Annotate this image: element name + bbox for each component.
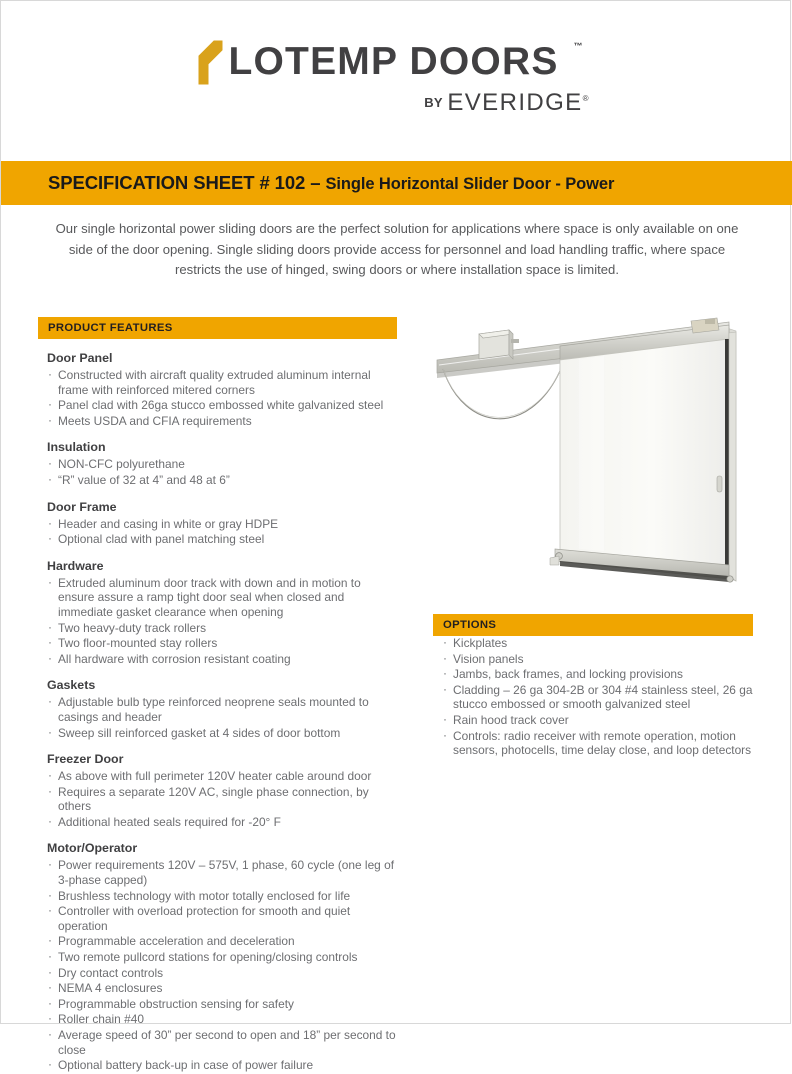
bullet-icon: · (48, 1057, 52, 1072)
bullet-icon: · (48, 1011, 52, 1026)
bullet-icon: · (48, 515, 52, 530)
list-item-text: Vision panels (453, 651, 524, 666)
feature-list-item (47, 950, 397, 965)
feature-list (38, 457, 397, 487)
list-item-text: As above with full perimeter 120V heater cable around door (58, 769, 372, 784)
list-item-text: Optional clad with panel matching steel (58, 532, 265, 547)
feature-list-item (47, 889, 397, 904)
logo-trademark-symbol: ™ (573, 41, 583, 51)
list-item-text: Two floor-mounted stay rollers (58, 636, 218, 651)
list-item-text: Average speed of 30” per second to open and 18” per second to close (58, 1028, 396, 1057)
options-header-bar (433, 614, 753, 636)
bullet-icon: · (48, 694, 52, 709)
feature-list-item (47, 368, 397, 397)
bullet-icon: · (48, 471, 52, 486)
list-item-text: Additional heated seals required for -20° F (58, 814, 281, 829)
feature-list-item (47, 636, 397, 651)
bullet-icon: · (48, 412, 52, 427)
list-item-text: Extruded aluminum door track with down and in motion to ensure assure a ramp tight door seal when closed and immediate gasket clearance when opening (58, 575, 361, 619)
bullet-icon: · (48, 813, 52, 828)
product-features-label: PRODUCT FEATURES (48, 322, 173, 334)
feature-list (38, 576, 397, 667)
feature-list-item (47, 517, 397, 532)
list-item-text: Cladding – 26 ga 304-2B or 304 #4 stainless steel, 26 ga stucco embossed or smooth galvanized steel (453, 682, 753, 712)
option-list-item (442, 683, 753, 712)
bullet-icon: · (48, 980, 52, 995)
option-list-item (442, 667, 753, 682)
option-list-item (442, 713, 753, 728)
bullet-icon: · (443, 666, 447, 681)
feature-group (38, 350, 397, 428)
feature-list-item (47, 457, 397, 472)
list-item-text: “R” value of 32 at 4” and 48 at 6” (58, 472, 230, 487)
option-list-item (442, 729, 753, 758)
feature-list-item (47, 966, 397, 981)
title-dash: – (305, 172, 326, 193)
product-features-groups (38, 350, 397, 1073)
product-features-column (38, 317, 397, 1074)
bullet-icon: · (48, 1027, 52, 1041)
bullet-icon: · (48, 933, 52, 948)
logo-registered-symbol: ® (582, 94, 589, 103)
list-item-text: Two heavy-duty track rollers (58, 620, 207, 635)
list-item-text: Optional battery back-up in case of power failure (58, 1058, 314, 1073)
bullet-icon: · (48, 367, 52, 381)
feature-group-title: Door Panel (47, 351, 113, 365)
feature-list-item (47, 652, 397, 667)
list-item-text: Jambs, back frames, and locking provisions (453, 667, 683, 682)
options-column (433, 614, 753, 759)
options-list (433, 636, 753, 758)
feature-list-item (47, 576, 397, 620)
feature-group (38, 439, 397, 487)
feature-group (38, 677, 397, 740)
logo-parent-name: EVERIDGE (447, 89, 583, 116)
page-title (48, 172, 614, 194)
feature-list-item (47, 695, 397, 724)
bullet-icon: · (443, 635, 447, 649)
feature-list-item (47, 726, 397, 741)
option-list-item (442, 652, 753, 667)
feature-group-title: Freezer Door (47, 752, 124, 767)
feature-list-item (47, 1028, 397, 1057)
list-item-text: Controls: radio receiver with remote operation, motion sensors, photocells, time delay close, and loop detectors (453, 728, 752, 758)
feature-list-item (47, 769, 397, 784)
list-item-text: Adjustable bulb type reinforced neoprene seals mounted to casings and header (58, 695, 369, 724)
bullet-icon: · (48, 857, 52, 872)
list-item-text: Two remote pullcord stations for opening/closing controls (58, 950, 358, 965)
bullet-icon: · (48, 635, 52, 650)
option-list-item (442, 636, 753, 651)
bullet-icon: · (443, 711, 447, 726)
feature-group-title: Insulation (47, 440, 106, 455)
feature-group (38, 558, 397, 667)
feature-list (38, 368, 397, 428)
product-photo (429, 313, 773, 595)
feature-list-item (47, 904, 397, 933)
bullet-icon: · (48, 650, 52, 665)
parent-brand-lockup (424, 89, 588, 117)
feature-group-title: Motor/Operator (47, 841, 138, 856)
lotemp-chevron-mark-icon (197, 41, 223, 85)
list-item-text: Brushless technology with motor totally enclosed for life (58, 888, 351, 903)
bullet-icon: · (48, 995, 52, 1010)
list-item-text: Requires a separate 120V AC, single phase connection, by others (58, 784, 369, 814)
bullet-icon: · (48, 724, 52, 739)
feature-group (38, 499, 397, 547)
brand-logo (1, 39, 792, 125)
feature-list-item (47, 815, 397, 830)
list-item-text: Panel clad with 26ga stucco embossed white galvanized steel (58, 398, 384, 413)
list-item-text: Dry contact controls (58, 965, 164, 980)
feature-list-item (47, 398, 397, 413)
feature-list (38, 858, 397, 1072)
feature-group-title: Door Frame (47, 499, 117, 514)
bullet-icon: · (443, 681, 447, 696)
feature-list-item (47, 621, 397, 636)
logo-by-label: BY (424, 95, 443, 110)
feature-list-item (47, 1012, 397, 1027)
feature-list-item (47, 934, 397, 949)
spec-product-name: Single Horizontal Slider Door - Power (325, 175, 615, 193)
bullet-icon: · (48, 964, 52, 979)
feature-list-item (47, 1058, 397, 1073)
list-item-text: Kickplates (453, 636, 508, 650)
list-item-text: All hardware with corrosion resistant coating (58, 651, 291, 666)
feature-group (38, 751, 397, 829)
feature-group-title: Gaskets (47, 678, 96, 693)
bullet-icon: · (48, 619, 52, 634)
list-item-text: Programmable acceleration and deceleration (58, 934, 295, 949)
feature-list-item (47, 997, 397, 1012)
list-item-text: Meets USDA and CFIA requirements (58, 413, 252, 428)
list-item-text: Power requirements 120V – 575V, 1 phase, 60 cycle (one leg of 3-phase capped) (58, 858, 395, 888)
list-item-text: Header and casing in white or gray HDPE (58, 516, 279, 531)
list-item-text: Controller with overload protection for smooth and quiet operation (58, 904, 351, 933)
bullet-icon: · (48, 949, 52, 964)
feature-list (38, 769, 397, 829)
feature-list-item (47, 473, 397, 488)
feature-group (38, 840, 397, 1072)
list-item-text: Sweep sill reinforced gasket at 4 sides of door bottom (58, 725, 341, 740)
list-item-text: NON-CFC polyurethane (58, 457, 185, 472)
bullet-icon: · (48, 574, 52, 589)
spec-title-bar (1, 161, 792, 205)
bullet-icon: · (443, 650, 447, 665)
bullet-icon: · (48, 887, 52, 902)
bullet-icon: · (48, 768, 52, 783)
feature-list-item (47, 414, 397, 429)
logo-wordmark: LOTEMP DOORS (228, 40, 559, 83)
list-item-text: Rain hood track cover (453, 712, 569, 727)
product-features-header-bar (38, 317, 397, 339)
list-item-text: Constructed with aircraft quality extruded aluminum internal frame with reinforced mitered corners (58, 368, 371, 397)
bullet-icon: · (48, 783, 52, 798)
options-label: OPTIONS (443, 619, 497, 631)
bullet-icon: · (48, 456, 52, 471)
bullet-icon: · (443, 727, 447, 742)
feature-list-item (47, 858, 397, 887)
feature-list (38, 517, 397, 547)
slider-door-illustration-icon (429, 313, 773, 595)
feature-list (38, 695, 397, 740)
bullet-icon: · (48, 397, 52, 412)
list-item-text: Programmable obstruction sensing for safety (58, 996, 294, 1011)
intro-paragraph: Our single horizontal power sliding doors are the perfect solution for applications where space is only available on one side of the door opening. Single sliding doors provide access for personnel and load handling traffic, where space restricts the use of hinged, swing doors or where installation space is limited. (55, 221, 739, 277)
feature-list-item (47, 532, 397, 547)
list-item-text: Roller chain #40 (58, 1012, 144, 1027)
list-item-text: NEMA 4 enclosures (58, 981, 163, 996)
spec-sheet-number: SPECIFICATION SHEET # 102 (48, 172, 306, 193)
feature-list-item (47, 981, 397, 996)
bullet-icon: · (48, 531, 52, 546)
feature-group-title: Hardware (47, 558, 104, 573)
bullet-icon: · (48, 903, 52, 918)
feature-list-item (47, 785, 397, 814)
